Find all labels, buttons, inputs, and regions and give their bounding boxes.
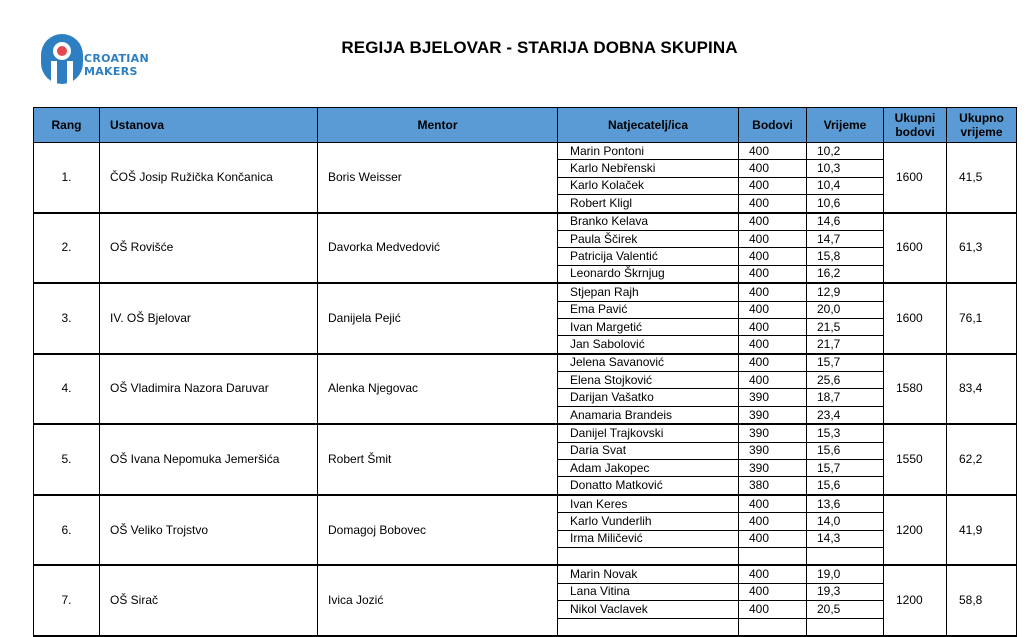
- competitor-cell: Jan Sabolović: [558, 336, 739, 354]
- total-points-cell: 1600: [884, 283, 947, 354]
- total-time-cell: 61,3: [947, 213, 1017, 284]
- time-cell: 25,6: [807, 372, 884, 389]
- points-cell: 400: [739, 195, 807, 213]
- total-points-cell: 1200: [884, 565, 947, 636]
- time-cell: 15,8: [807, 248, 884, 265]
- table-header-row: [34, 108, 1017, 143]
- time-cell: 23,4: [807, 406, 884, 424]
- points-cell: 400: [739, 336, 807, 354]
- points-cell: 400: [739, 565, 807, 583]
- total-points-cell: 1600: [884, 143, 947, 213]
- competitor-cell: [558, 618, 739, 636]
- time-cell: 21,7: [807, 336, 884, 354]
- page-title: REGIJA BJELOVAR - STARIJA DOBNA SKUPINA: [341, 38, 738, 57]
- table-row: [34, 283, 1017, 301]
- points-cell: 400: [739, 143, 807, 160]
- points-cell: 400: [739, 354, 807, 372]
- header-ukupni-bodovi-line1: Ukupni: [894, 111, 936, 125]
- competitor-cell: Karlo Nebřenski: [558, 160, 739, 177]
- header-ukupno-vrijeme-line2: vrijeme: [960, 125, 1003, 139]
- competitor-cell: Darijan Vašatko: [558, 389, 739, 406]
- competitor-cell: Lana Vitina: [558, 583, 739, 600]
- competitor-cell: Daria Svat: [558, 442, 739, 459]
- competitor-cell: Anamaria Brandeis: [558, 406, 739, 424]
- time-cell: 16,2: [807, 265, 884, 283]
- time-cell: 15,3: [807, 424, 884, 442]
- mentor-cell: Boris Weisser: [318, 143, 558, 213]
- competitor-cell: Paula Ščirek: [558, 230, 739, 247]
- competitor-cell: Patricija Valentić: [558, 248, 739, 265]
- competitor-cell: Karlo Kolaček: [558, 177, 739, 194]
- table-row: [34, 565, 1017, 583]
- table-row: [34, 354, 1017, 372]
- points-cell: 400: [739, 372, 807, 389]
- header-ukupni-bodovi-line2: bodovi: [895, 125, 935, 139]
- points-cell: 400: [739, 301, 807, 318]
- header-mentor: Mentor: [318, 108, 558, 143]
- time-cell: 13,6: [807, 495, 884, 513]
- competitor-cell: Karlo Vunderlih: [558, 513, 739, 530]
- time-cell: 15,6: [807, 442, 884, 459]
- rank-cell: 6.: [34, 495, 100, 566]
- competitor-cell: Donatto Matković: [558, 477, 739, 495]
- points-cell: 390: [739, 442, 807, 459]
- points-cell: 390: [739, 460, 807, 477]
- rank-cell: 3.: [34, 283, 100, 354]
- table-row: [34, 495, 1017, 513]
- time-cell: 10,2: [807, 143, 884, 160]
- competitor-cell: Danijel Trajkovski: [558, 424, 739, 442]
- total-points-cell: 1550: [884, 424, 947, 495]
- points-cell: 400: [739, 495, 807, 513]
- points-cell: 400: [739, 513, 807, 530]
- time-cell: 14,0: [807, 513, 884, 530]
- header-natjecatelj: Natjecatelj/ica: [558, 108, 739, 143]
- time-cell: 14,7: [807, 230, 884, 247]
- total-points-cell: 1200: [884, 495, 947, 566]
- header-ukupno-vrijeme-line1: Ukupno: [959, 111, 1004, 125]
- competitor-cell: Ivan Keres: [558, 495, 739, 513]
- competitor-cell: Branko Kelava: [558, 213, 739, 231]
- time-cell: 19,0: [807, 565, 884, 583]
- time-cell: 15,6: [807, 477, 884, 495]
- total-time-cell: 83,4: [947, 354, 1017, 425]
- logo-line-1: CROATIAN: [84, 52, 149, 65]
- total-time-cell: 58,8: [947, 565, 1017, 636]
- school-cell: ČOŠ Josip Ružička Končanica: [100, 143, 318, 213]
- competitor-cell: Leonardo Škrnjug: [558, 265, 739, 283]
- time-cell: 20,5: [807, 601, 884, 618]
- header-bodovi: Bodovi: [739, 108, 807, 143]
- points-cell: 380: [739, 477, 807, 495]
- school-cell: IV. OŠ Bjelovar: [100, 283, 318, 354]
- time-cell: 10,6: [807, 195, 884, 213]
- time-cell: 18,7: [807, 389, 884, 406]
- competitor-cell: Ivan Margetić: [558, 318, 739, 335]
- points-cell: 400: [739, 530, 807, 547]
- competitor-cell: Stjepan Rajh: [558, 283, 739, 301]
- competitor-cell: Ema Pavić: [558, 301, 739, 318]
- points-cell: 400: [739, 318, 807, 335]
- total-time-cell: 76,1: [947, 283, 1017, 354]
- mentor-cell: Domagoj Bobovec: [318, 495, 558, 566]
- points-cell: 400: [739, 248, 807, 265]
- time-cell: 14,3: [807, 530, 884, 547]
- points-cell: [739, 547, 807, 565]
- header-vrijeme: Vrijeme: [807, 108, 884, 143]
- points-cell: 400: [739, 283, 807, 301]
- mentor-cell: Davorka Medvedović: [318, 213, 558, 284]
- school-cell: OŠ Ivana Nepomuka Jemeršića: [100, 424, 318, 495]
- competitor-cell: Nikol Vaclavek: [558, 601, 739, 618]
- time-cell: 10,3: [807, 160, 884, 177]
- mentor-cell: Danijela Pejić: [318, 283, 558, 354]
- mentor-cell: Alenka Njegovac: [318, 354, 558, 425]
- points-cell: 400: [739, 230, 807, 247]
- header-rang: Rang: [34, 108, 100, 143]
- competitor-cell: Elena Stojković: [558, 372, 739, 389]
- header-ustanova: Ustanova: [100, 108, 318, 143]
- competitor-cell: Marin Novak: [558, 565, 739, 583]
- table-row: [34, 213, 1017, 231]
- competitor-cell: Adam Jakopec: [558, 460, 739, 477]
- rank-cell: 4.: [34, 354, 100, 425]
- total-time-cell: 41,5: [947, 143, 1017, 213]
- time-cell: 14,6: [807, 213, 884, 231]
- total-time-cell: 62,2: [947, 424, 1017, 495]
- table-row: [34, 424, 1017, 442]
- total-points-cell: 1580: [884, 354, 947, 425]
- time-cell: 15,7: [807, 354, 884, 372]
- school-cell: OŠ Sirač: [100, 565, 318, 636]
- school-cell: OŠ Veliko Trojstvo: [100, 495, 318, 566]
- logo-line-2: MAKERS: [84, 65, 138, 78]
- table-row: [34, 143, 1017, 160]
- points-cell: 390: [739, 389, 807, 406]
- rank-cell: 5.: [34, 424, 100, 495]
- total-points-cell: 1600: [884, 213, 947, 284]
- rank-cell: 2.: [34, 213, 100, 284]
- competitor-cell: Irma Miličević: [558, 530, 739, 547]
- points-cell: 400: [739, 160, 807, 177]
- time-cell: [807, 547, 884, 565]
- time-cell: 19,3: [807, 583, 884, 600]
- rank-cell: 7.: [34, 565, 100, 636]
- mentor-cell: Robert Šmit: [318, 424, 558, 495]
- school-cell: OŠ Vladimira Nazora Daruvar: [100, 354, 318, 425]
- header-ukupno-vrijeme: [947, 108, 1017, 143]
- points-cell: 390: [739, 406, 807, 424]
- rank-cell: 1.: [34, 143, 100, 213]
- points-cell: 400: [739, 601, 807, 618]
- time-cell: 15,7: [807, 460, 884, 477]
- time-cell: 10,4: [807, 177, 884, 194]
- total-time-cell: 41,9: [947, 495, 1017, 566]
- points-cell: 400: [739, 213, 807, 231]
- points-cell: 400: [739, 583, 807, 600]
- time-cell: [807, 618, 884, 636]
- time-cell: 20,0: [807, 301, 884, 318]
- time-cell: 21,5: [807, 318, 884, 335]
- time-cell: 12,9: [807, 283, 884, 301]
- school-cell: OŠ Rovišće: [100, 213, 318, 284]
- competitor-cell: Robert Kligl: [558, 195, 739, 213]
- points-cell: 400: [739, 265, 807, 283]
- results-body: [34, 143, 1017, 636]
- points-cell: 400: [739, 177, 807, 194]
- competitor-cell: Jelena Savanović: [558, 354, 739, 372]
- points-cell: 390: [739, 424, 807, 442]
- results-table: [33, 107, 1017, 637]
- header-ukupni-bodovi: [884, 108, 947, 143]
- mentor-cell: Ivica Jozić: [318, 565, 558, 636]
- competitor-cell: Marin Pontoni: [558, 143, 739, 160]
- points-cell: [739, 618, 807, 636]
- competitor-cell: [558, 547, 739, 565]
